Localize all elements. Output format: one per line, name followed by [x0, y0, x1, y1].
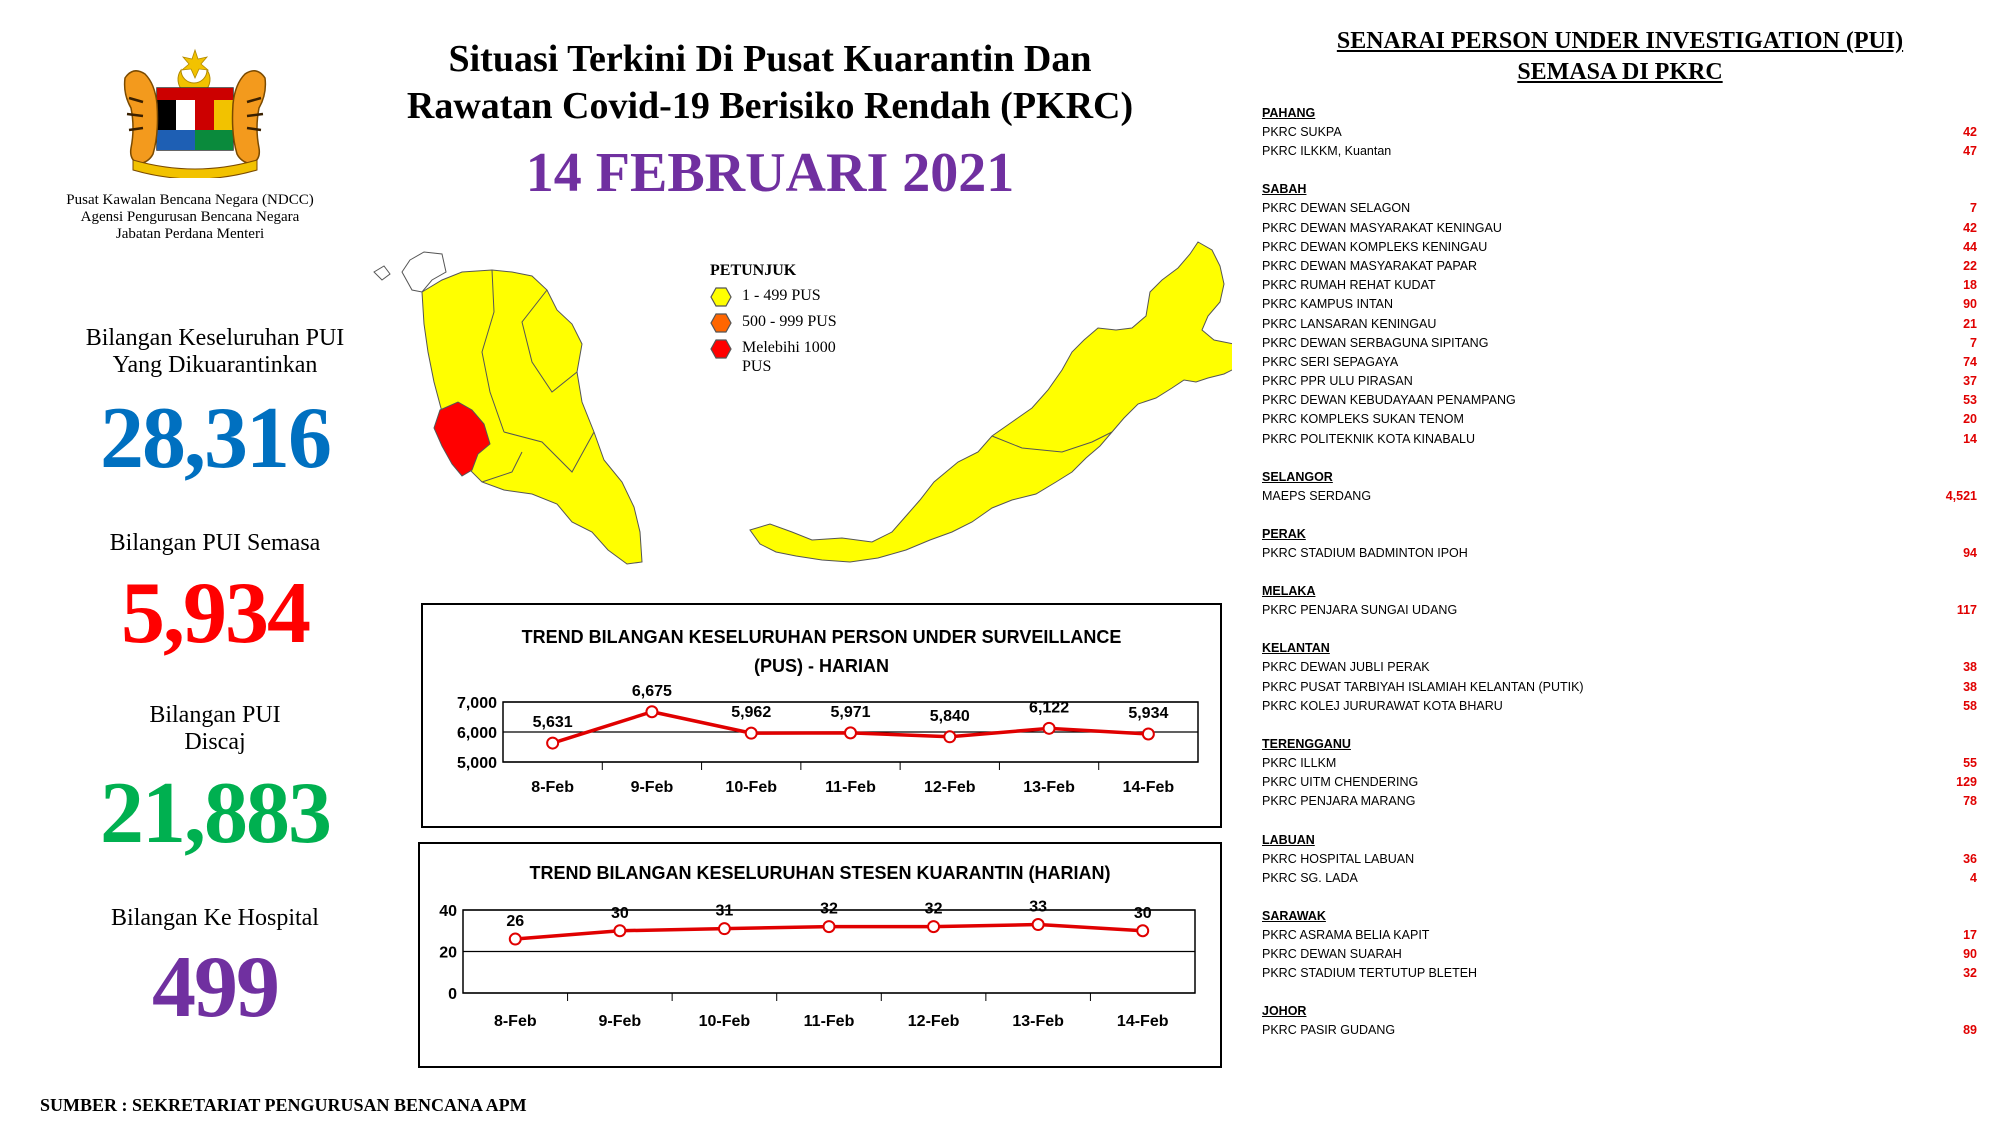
- pkrc-count: 42: [1963, 220, 1977, 235]
- pkrc-name: PKRC DEWAN MASYARAKAT PAPAR: [1262, 258, 1478, 273]
- pui-list-title-line: SEMASA DI PKRC: [1517, 59, 1723, 85]
- state-group-sarawak: [1262, 907, 1977, 984]
- pkrc-name: PKRC SERI SEPAGAYA: [1262, 354, 1399, 369]
- x-tick-label: 13-Feb: [1012, 1013, 1064, 1030]
- pkrc-count: 90: [1963, 297, 1977, 312]
- pkrc-name: PKRC DEWAN MASYARAKAT KENINGAU: [1262, 220, 1502, 235]
- state-group-sabah: [1262, 180, 1977, 448]
- stat-label-line: Bilangan Keseluruhan PUI: [85, 325, 345, 351]
- pkrc-row: [1262, 391, 1977, 410]
- pkrc-name: PKRC RUMAH REHAT KUDAT: [1262, 278, 1436, 293]
- data-label: 32: [924, 900, 943, 918]
- pkrc-row: [1262, 257, 1977, 276]
- pkrc-count: 36: [1963, 851, 1977, 866]
- pkrc-row: [1262, 487, 1977, 506]
- pkrc-name: PKRC DEWAN SELAGON: [1262, 201, 1411, 216]
- data-label: 30: [610, 904, 629, 922]
- data-point: [928, 921, 939, 932]
- x-tick-label: 10-Feb: [698, 1013, 751, 1030]
- x-tick-label: 9-Feb: [598, 1013, 642, 1030]
- state-group-johor: [1262, 1002, 1977, 1040]
- y-tick-label: 7,000: [456, 695, 497, 712]
- pui-list-title: [1280, 26, 1960, 88]
- coat-of-arms-logo: [95, 48, 295, 178]
- stat-discharged-pui-label: [40, 702, 390, 756]
- pkrc-row: [1262, 926, 1977, 945]
- pkrc-row: [1262, 754, 1977, 773]
- y-tick-label: 5,000: [456, 755, 497, 772]
- y-tick-label: 0: [448, 986, 457, 1003]
- data-point: [824, 921, 835, 932]
- state-name: SABAH: [1262, 182, 1307, 197]
- pkrc-count: 78: [1963, 794, 1977, 809]
- state-group-perak: [1262, 525, 1977, 563]
- data-point: [1137, 925, 1148, 936]
- pkrc-count: 94: [1963, 546, 1977, 560]
- state-name: TERENGGANU: [1262, 736, 1351, 751]
- agency-name: [40, 192, 340, 243]
- pkrc-name: PKRC DEWAN KOMPLEKS KENINGAU: [1262, 239, 1488, 254]
- pkrc-count: 90: [1963, 947, 1977, 962]
- report-date: 14 FEBRUARI 2021: [525, 142, 1015, 204]
- legend-title: PETUNJUK: [710, 262, 797, 279]
- pkrc-row: [1262, 601, 1977, 620]
- data-point: [510, 934, 521, 945]
- pkrc-name: PKRC POLITEKNIK KOTA KINABALU: [1262, 431, 1476, 446]
- stat-label-line: Bilangan PUI: [149, 702, 281, 728]
- pkrc-row: [1262, 295, 1977, 314]
- pkrc-name: PKRC HOSPITAL LABUAN: [1262, 851, 1415, 866]
- source-note: SUMBER : SEKRETARIAT PENGURUSAN BENCANA APM: [40, 1095, 527, 1115]
- data-label: 30: [1133, 904, 1152, 922]
- chart-title-line: TREND BILANGAN KESELURUHAN PERSON UNDER SURVEILLANCE: [521, 627, 1122, 647]
- pus-trend-chart: [421, 603, 1222, 828]
- page-title-line: Situasi Terkini Di Pusat Kuarantin Dan: [448, 38, 1092, 80]
- legend-item: [710, 286, 862, 307]
- legend-item: [710, 338, 862, 376]
- pkrc-name: PKRC SUKPA: [1262, 125, 1342, 139]
- pkrc-row: [1262, 678, 1977, 697]
- y-tick-label: 6,000: [456, 725, 497, 742]
- state-name: JOHOR: [1262, 1004, 1307, 1019]
- state-name: MELAKA: [1262, 584, 1316, 599]
- pkrc-row: [1262, 142, 1977, 161]
- data-point: [944, 731, 955, 742]
- pkrc-count: 37: [1963, 374, 1977, 389]
- state-name: PAHANG: [1262, 106, 1316, 120]
- pkrc-name: PKRC KOLEJ JURURAWAT KOTA BHARU: [1262, 698, 1503, 713]
- x-tick-label: 8-Feb: [493, 1013, 537, 1030]
- pui-list-title-line: SENARAI PERSON UNDER INVESTIGATION (PUI): [1336, 28, 1904, 54]
- stat-hospital-value: 499: [152, 939, 278, 1036]
- page-title-line: Rawatan Covid-19 Berisiko Rendah (PKRC): [406, 85, 1134, 127]
- hexagon-icon: [710, 339, 732, 359]
- stat-label-line: Bilangan PUI Semasa: [109, 530, 321, 556]
- stat-label-line: Discaj: [184, 729, 246, 755]
- pkrc-count: 32: [1963, 966, 1977, 981]
- pkrc-name: PKRC UITM CHENDERING: [1262, 775, 1419, 790]
- state-group-kelantan: [1262, 639, 1977, 716]
- pkrc-count: 4: [1970, 870, 1977, 885]
- stat-discharged-pui-value: 21,883: [100, 765, 330, 862]
- data-point: [746, 728, 757, 739]
- pkrc-row: [1262, 964, 1977, 983]
- pkrc-count: 74: [1963, 354, 1977, 369]
- pkrc-count: 53: [1963, 393, 1977, 408]
- data-label: 6,675: [631, 682, 672, 700]
- x-tick-label: 12-Feb: [907, 1013, 960, 1030]
- legend-item-label: 1 - 499 PUS: [742, 287, 821, 304]
- pkrc-name: PKRC ASRAMA BELIA KAPIT: [1262, 927, 1430, 942]
- pkrc-count: 7: [1970, 201, 1977, 216]
- pkrc-name: MAEPS SERDANG: [1262, 488, 1372, 503]
- pkrc-count: 22: [1963, 258, 1977, 273]
- pkrc-row: [1262, 334, 1977, 353]
- data-label: 5,934: [1128, 704, 1169, 722]
- state-name: LABUAN: [1262, 832, 1315, 847]
- x-tick-label: 10-Feb: [725, 779, 778, 796]
- pkrc-row: [1262, 353, 1977, 372]
- pkrc-name: PKRC STADIUM BADMINTON IPOH: [1262, 546, 1468, 560]
- pkrc-name: PKRC ILKKM, Kuantan: [1262, 144, 1392, 159]
- pkrc-name: PKRC PENJARA SUNGAI UDANG: [1262, 603, 1458, 618]
- pkrc-name: PKRC SG. LADA: [1262, 870, 1358, 885]
- quarantine-station-trend-plot: [420, 844, 1220, 1066]
- pkrc-name: PKRC PPR ULU PIRASAN: [1262, 374, 1413, 389]
- data-label: 33: [1029, 898, 1048, 916]
- pkrc-name: PKRC KAMPUS INTAN: [1262, 297, 1394, 312]
- pkrc-name: PKRC LANSARAN KENINGAU: [1262, 316, 1437, 331]
- pkrc-count: 58: [1963, 698, 1977, 713]
- chart-title-line: (PUS) - HARIAN: [754, 656, 889, 676]
- pui-list: [1262, 104, 1977, 1060]
- state-name: SELANGOR: [1262, 469, 1333, 484]
- pkrc-count: 117: [1956, 603, 1977, 618]
- pkrc-name: PKRC DEWAN JUBLI PERAK: [1262, 660, 1430, 675]
- data-label: 5,631: [532, 714, 573, 732]
- x-tick-label: 8-Feb: [531, 779, 574, 796]
- pkrc-row: [1262, 372, 1977, 391]
- y-tick-label: 20: [439, 944, 457, 962]
- pkrc-count: 38: [1963, 679, 1977, 694]
- pkrc-row: [1262, 219, 1977, 238]
- pkrc-name: PKRC ILLKM: [1262, 755, 1337, 770]
- agency-line: Agensi Pengurusan Bencana Negara: [80, 209, 300, 225]
- y-tick-label: 40: [439, 903, 457, 920]
- map-legend: [710, 262, 862, 381]
- data-label: 6,122: [1029, 699, 1070, 717]
- stat-total-pui-value: 28,316: [100, 390, 330, 487]
- pkrc-count: 7: [1970, 335, 1977, 350]
- pkrc-name: PKRC PENJARA MARANG: [1262, 794, 1416, 809]
- state-name: KELANTAN: [1262, 641, 1330, 656]
- page-title: [330, 36, 1210, 130]
- pkrc-row: [1262, 773, 1977, 792]
- data-label: 5,971: [830, 703, 871, 721]
- pkrc-name: PKRC PUSAT TARBIYAH ISLAMIAH KELANTAN (PUTIK): [1262, 679, 1584, 694]
- data-point: [547, 738, 558, 749]
- x-tick-label: 11-Feb: [825, 779, 876, 796]
- data-point: [1044, 723, 1055, 734]
- legend-item-label: Melebihi 1000 PUS: [742, 339, 836, 375]
- data-point: [1143, 728, 1154, 739]
- pkrc-row: [1262, 123, 1977, 142]
- pkrc-row: [1262, 792, 1977, 811]
- data-label: 5,962: [731, 704, 772, 722]
- x-tick-label: 9-Feb: [630, 779, 674, 796]
- state-group-pahang: [1262, 104, 1977, 161]
- data-point: [719, 923, 730, 934]
- pkrc-name: PKRC DEWAN SUARAH: [1262, 947, 1402, 962]
- agency-line: Pusat Kawalan Bencana Negara (NDCC): [66, 192, 314, 208]
- agency-line: Jabatan Perdana Menteri: [115, 226, 265, 242]
- pkrc-count: 14: [1963, 431, 1977, 446]
- state-group-labuan: [1262, 831, 1977, 888]
- pkrc-row: [1262, 658, 1977, 677]
- pkrc-row: [1262, 315, 1977, 334]
- data-point: [845, 727, 856, 738]
- stat-hospital-label: [40, 905, 390, 932]
- quarantine-station-trend-chart: [418, 842, 1222, 1068]
- pkrc-count: 44: [1963, 239, 1977, 254]
- state-name: SARAWAK: [1262, 908, 1326, 923]
- pus-trend-plot: [423, 605, 1220, 826]
- pkrc-name: PKRC STADIUM TERTUTUP BLETEH: [1262, 966, 1478, 981]
- pkrc-row: [1262, 410, 1977, 429]
- data-point: [1033, 919, 1044, 930]
- pkrc-row: [1262, 430, 1977, 449]
- legend-item: [710, 312, 862, 333]
- stat-current-pui-value: 5,934: [121, 565, 309, 662]
- pkrc-count: 21: [1963, 316, 1977, 331]
- hexagon-icon: [710, 287, 732, 307]
- stat-label-line: Yang Dikuarantinkan: [112, 352, 318, 378]
- pkrc-row: [1262, 697, 1977, 716]
- state-group-selangor: [1262, 468, 1977, 506]
- pkrc-row: [1262, 199, 1977, 218]
- pkrc-name: PKRC DEWAN KEBUDAYAAN PENAMPANG: [1262, 393, 1516, 408]
- pkrc-count: 17: [1963, 927, 1977, 942]
- x-tick-label: 11-Feb: [803, 1013, 855, 1030]
- chart-title-line: TREND BILANGAN KESELURUHAN STESEN KUARANTIN (HARIAN): [529, 863, 1111, 883]
- pkrc-name: PKRC KOMPLEKS SUKAN TENOM: [1262, 412, 1464, 427]
- pkrc-row: [1262, 1021, 1977, 1040]
- hexagon-icon: [710, 313, 732, 333]
- data-label: 31: [715, 902, 734, 920]
- legend-item-label: 500 - 999 PUS: [742, 313, 837, 330]
- data-point: [646, 706, 657, 717]
- pkrc-count: 20: [1963, 412, 1977, 427]
- pkrc-count: 38: [1963, 660, 1977, 675]
- pkrc-count: 4,521: [1945, 488, 1977, 503]
- pkrc-count: 42: [1963, 125, 1977, 139]
- pkrc-row: [1262, 276, 1977, 295]
- pkrc-count: 47: [1963, 144, 1977, 159]
- data-point: [614, 925, 625, 936]
- pkrc-row: [1262, 238, 1977, 257]
- pkrc-row: [1262, 850, 1977, 869]
- stat-label-line: Bilangan Ke Hospital: [111, 905, 319, 931]
- pkrc-count: 18: [1963, 278, 1977, 293]
- data-label: 5,840: [929, 707, 970, 725]
- pkrc-name: PKRC PASIR GUDANG: [1262, 1023, 1396, 1038]
- state-name: PERAK: [1262, 527, 1306, 541]
- x-tick-label: 14-Feb: [1116, 1013, 1169, 1030]
- pkrc-row: [1262, 945, 1977, 964]
- state-group-terengganu: [1262, 735, 1977, 812]
- pkrc-count: 55: [1963, 755, 1977, 770]
- pkrc-count: 129: [1956, 775, 1977, 790]
- stat-current-pui-label: [40, 530, 390, 557]
- pkrc-row: [1262, 869, 1977, 888]
- stat-total-pui-label: [40, 325, 390, 379]
- x-tick-label: 13-Feb: [1023, 779, 1075, 796]
- pkrc-name: PKRC DEWAN SERBAGUNA SIPITANG: [1262, 335, 1489, 350]
- state-group-melaka: [1262, 582, 1977, 620]
- data-label: 26: [506, 913, 525, 931]
- data-label: 32: [820, 900, 838, 918]
- pkrc-row: [1262, 544, 1977, 563]
- pkrc-count: 89: [1963, 1023, 1977, 1038]
- x-tick-label: 14-Feb: [1122, 779, 1175, 796]
- x-tick-label: 12-Feb: [923, 779, 976, 796]
